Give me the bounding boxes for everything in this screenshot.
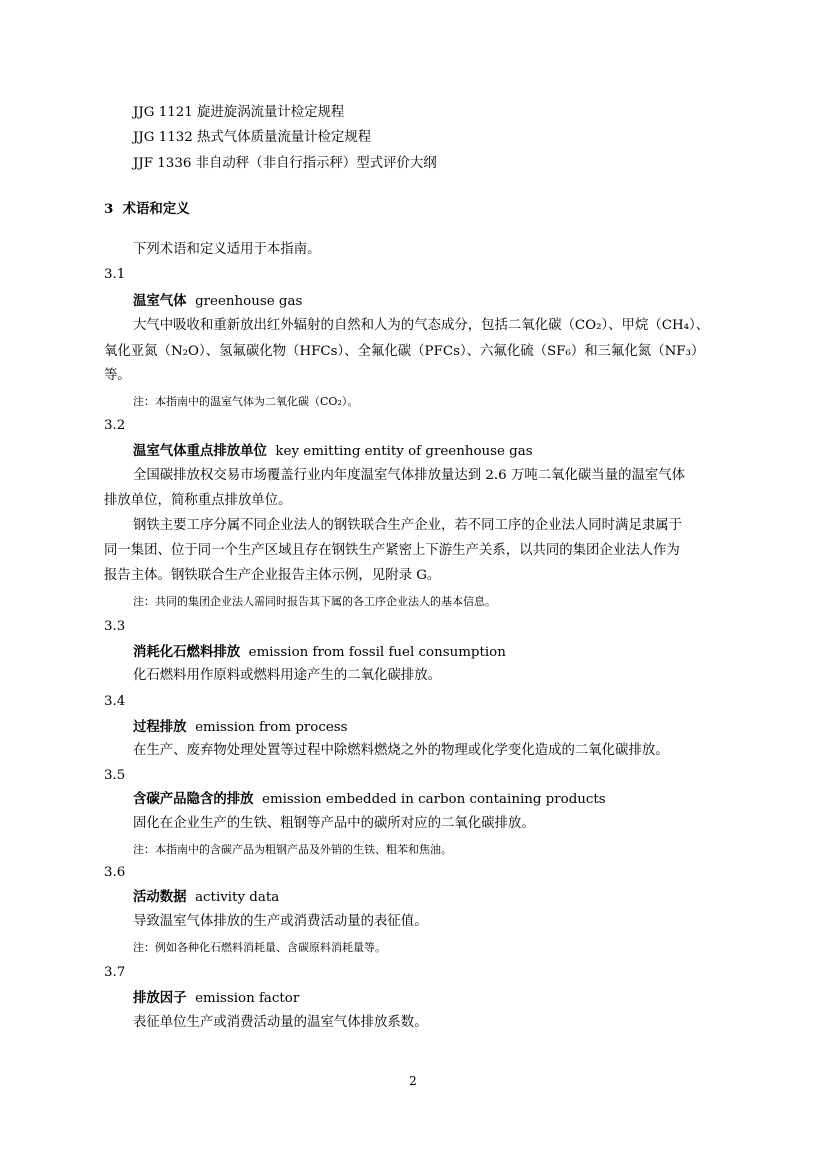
term-heading (133, 442, 533, 461)
term-heading (133, 989, 299, 1008)
term-number: 3.5 (104, 768, 126, 783)
term-note: 注：共同的集团企业法人需同时报告其下属的各工序企业法人的基本信息。 (133, 595, 496, 608)
term-heading (133, 643, 506, 662)
term-note: 注：本指南中的温室气体为二氧化碳（CO₂）。 (133, 395, 359, 408)
term-zh: 温室气体 (133, 293, 187, 309)
page-number: 2 (409, 1074, 417, 1088)
term-number: 3.2 (104, 418, 126, 433)
term-definition: 氧化亚氮（N₂O）、氢氟碳化物（HFCs）、全氟化碳（PFCs）、六氟化硫（SF₆）和三氟化氮（NF₃） (104, 344, 705, 359)
term-en: emission from process (195, 720, 348, 735)
term-en: emission factor (195, 991, 300, 1006)
term-definition: 同一集团、位于同一个生产区域且存在钢铁生产紧密上下游生产关系，以共同的集团企业法人作为 (104, 543, 680, 558)
term-definition: 在生产、废弃物处理处置等过程中除燃料燃烧之外的物理或化学变化造成的二氧化碳排放。 (133, 743, 669, 758)
term-number: 3.1 (104, 267, 126, 282)
term-definition: 全国碳排放权交易市场覆盖行业内年度温室气体排放量达到 2.6 万吨二氧化碳当量的温室气体 (133, 468, 686, 483)
term-heading (133, 888, 279, 907)
term-en: greenhouse gas (195, 294, 303, 309)
section-heading (104, 200, 190, 218)
term-definition: 化石燃料用作原料或燃料用途产生的二氧化碳排放。 (133, 668, 441, 683)
term-en: emission from fossil fuel consumption (248, 645, 506, 660)
term-zh: 排放因子 (133, 990, 187, 1006)
term-en: emission embedded in carbon containing products (262, 792, 606, 807)
term-heading (133, 292, 302, 311)
term-number: 3.3 (104, 619, 126, 634)
reference-item: JJG 1132 热式气体质量流量计检定规程 (133, 130, 372, 145)
term-note: 注：本指南中的含碳产品为粗钢产品及外销的生铁、粗苯和焦油。 (133, 843, 452, 856)
reference-item: JJG 1121 旋进旋涡流量计检定规程 (133, 105, 345, 120)
term-zh: 含碳产品隐含的排放 (133, 791, 254, 807)
term-definition: 大气中吸收和重新放出红外辐射的自然和人为的气态成分，包括二氧化碳（CO₂）、甲烷（CH₄）、 (133, 318, 710, 333)
term-number: 3.7 (104, 965, 126, 980)
term-definition: 排放单位，简称重点排放单位。 (104, 493, 292, 508)
term-definition: 表征单位生产或消费活动量的温室气体排放系数。 (133, 1015, 428, 1030)
reference-item: JJF 1336 非自动秤（非自行指示秤）型式评价大纲 (133, 156, 437, 171)
term-number: 3.6 (104, 865, 126, 880)
term-en: key emitting entity of greenhouse gas (275, 444, 533, 459)
section-number: 3 (104, 201, 114, 217)
term-heading (133, 790, 606, 809)
term-zh: 过程排放 (133, 719, 187, 735)
term-definition: 报告主体。钢铁联合生产企业报告主体示例，见附录 G。 (104, 568, 441, 583)
term-en: activity data (195, 890, 280, 905)
term-number: 3.4 (104, 694, 126, 709)
term-definition: 固化在企业生产的生铁、粗钢等产品中的碳所对应的二氧化碳排放。 (133, 816, 535, 831)
intro-paragraph: 下列术语和定义适用于本指南。 (133, 242, 321, 257)
term-zh: 活动数据 (133, 889, 187, 905)
term-note: 注：例如各种化石燃料消耗量、含碳原料消耗量等。 (133, 941, 386, 954)
term-definition: 导致温室气体排放的生产或消费活动量的表征值。 (133, 914, 428, 929)
term-definition: 钢铁主要工序分属不同企业法人的钢铁联合生产企业，若不同工序的企业法人同时满足隶属于 (133, 518, 683, 533)
term-zh: 温室气体重点排放单位 (133, 443, 267, 459)
term-zh: 消耗化石燃料排放 (133, 644, 241, 660)
term-definition: 等。 (104, 368, 131, 383)
term-heading (133, 718, 348, 737)
section-title: 术语和定义 (122, 201, 190, 217)
